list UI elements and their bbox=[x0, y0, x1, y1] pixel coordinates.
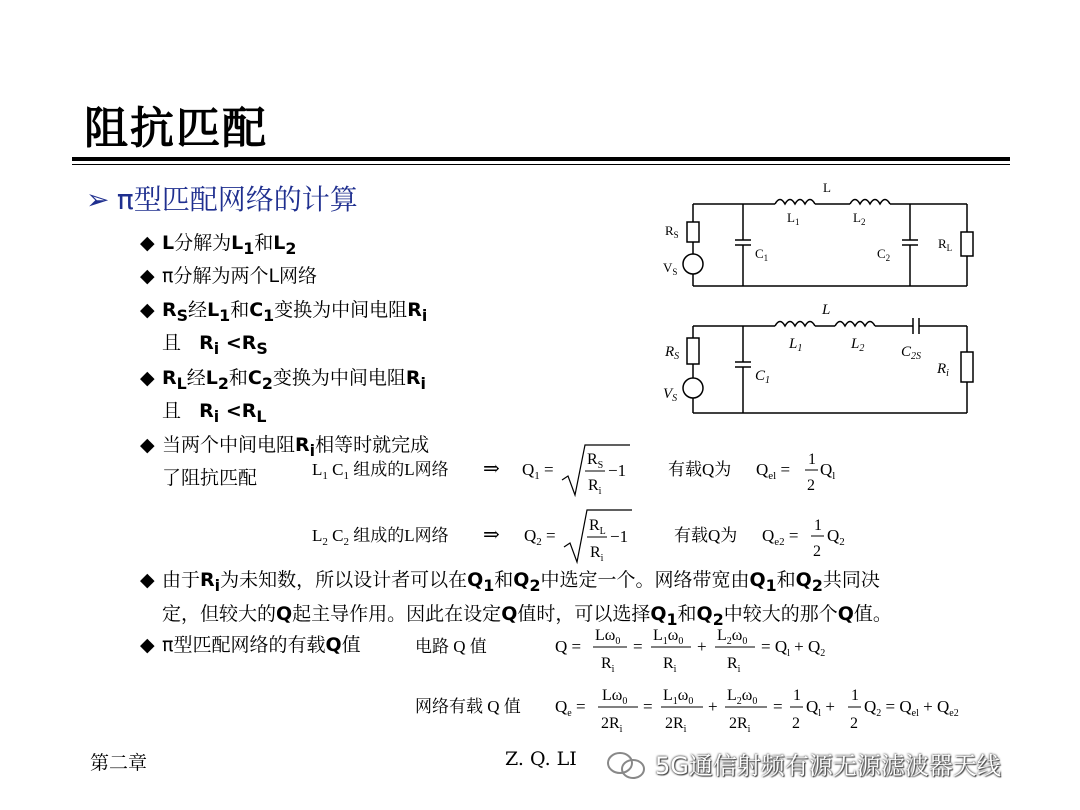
formula-2-q-end: $Q_2$ bbox=[827, 526, 845, 548]
implies-arrow-icon: ⇒ bbox=[483, 458, 500, 480]
formula-1-q-end: $Q_l$ bbox=[820, 460, 836, 482]
label-rs: $R_S$ bbox=[665, 223, 679, 240]
diamond-bullet-icon: ◆ bbox=[140, 367, 155, 389]
page-title: 阻抗匹配 bbox=[84, 103, 268, 154]
implies-arrow-icon: ⇒ bbox=[483, 524, 500, 546]
svg-text:Ri: $R_i$ bbox=[663, 655, 677, 675]
label-ri: $R_i$ bbox=[937, 361, 949, 379]
bullet-5-cont: 了阻抗匹配 bbox=[162, 467, 258, 489]
svg-text:Q =: Q = bbox=[555, 637, 582, 656]
label-l1: $L_1$ bbox=[789, 336, 803, 354]
label-l: L bbox=[823, 180, 831, 195]
loaded-q-heading: ◆ π型匹配网络的有载Q值 bbox=[140, 634, 361, 656]
formula-2-half-num: 1 bbox=[814, 517, 822, 534]
svg-text:Ri: $R_i$ bbox=[601, 655, 615, 675]
label-l2: $L_2$ bbox=[851, 336, 865, 354]
bullet-3-sub: 且 $R_i <R_S$ bbox=[162, 332, 268, 358]
inductor-l2 bbox=[835, 322, 875, 327]
svg-text:Lω0: $L\omega_0$ bbox=[595, 627, 621, 647]
bullet-3: ◆ $R_S$经$L_1$和$C_1$变换为中间电阻$R_i$ bbox=[140, 299, 428, 325]
formula-1-half-den: 2 bbox=[807, 477, 815, 494]
inductor-l1 bbox=[775, 200, 815, 205]
svg-text:2: 2 bbox=[792, 715, 800, 732]
formula-1-den: $R_i$ bbox=[588, 477, 602, 497]
label-rs: $R_S$ bbox=[665, 344, 680, 362]
label-l: L bbox=[822, 302, 831, 318]
formula-2-den: $R_i$ bbox=[590, 544, 604, 564]
bullet-4-sub: 且 $R_i <R_L$ bbox=[162, 400, 267, 426]
equivalent-circuit bbox=[655, 298, 985, 416]
section-heading bbox=[86, 178, 358, 218]
pi-network-circuit bbox=[655, 178, 985, 293]
circuit-q-formula bbox=[405, 620, 855, 678]
svg-text:1: 1 bbox=[851, 687, 859, 704]
bullet-1: ◆ L分解为$L_1$和$L_2$ bbox=[140, 232, 297, 258]
formula-1-q: $Q_1$ = bbox=[522, 460, 554, 482]
svg-text:1: 1 bbox=[793, 687, 801, 704]
voltage-source-vs bbox=[683, 254, 703, 274]
label-c2s: $C_{2S}$ bbox=[901, 344, 922, 362]
label-c1: $C_1$ bbox=[755, 246, 769, 263]
svg-text:2Ri: $2R_i$ bbox=[601, 715, 623, 735]
diamond-bullet-icon: ◆ bbox=[140, 299, 155, 321]
diamond-bullet-icon: ◆ bbox=[140, 569, 155, 591]
formula-1-label: $L_1$ $C_1$ 组成的L网络 bbox=[312, 460, 449, 482]
formula-1-half-num: 1 bbox=[808, 451, 816, 468]
formula-1-num: $R_S$ bbox=[587, 451, 604, 471]
svg-text:=: = bbox=[773, 697, 783, 716]
formula-2-qe: $Q_{e2}$ = bbox=[762, 526, 799, 548]
formula-1-qe: $Q_{el}$ = bbox=[756, 460, 791, 482]
formula-row-2 bbox=[300, 505, 860, 567]
label-l2: $L_2$ bbox=[853, 210, 866, 227]
svg-text:+: + bbox=[708, 697, 718, 716]
diamond-bullet-icon: ◆ bbox=[140, 634, 155, 656]
svg-text:2Ri: $2R_i$ bbox=[665, 715, 687, 735]
title-rule-thick bbox=[72, 157, 1010, 161]
label-l1: $L_1$ bbox=[787, 210, 800, 227]
diamond-bullet-icon: ◆ bbox=[140, 434, 155, 456]
section-heading-text: π型匹配网络的计算 bbox=[116, 183, 358, 216]
explanation-paragraph: ◆ 由于$R_i$为未知数，所以设计者可以在$Q_1$和$Q_2$中选定一个。网络带宽由$Q_1$和$Q_2$共同决 定，但较大的Q起主导作用。因此在设定Q值时，可以选择$Q_1$和$Q_2$中较大的那个Q值。 bbox=[140, 566, 1040, 634]
label-c1: $C_1$ bbox=[755, 368, 771, 386]
wechat-logo-icon bbox=[605, 748, 649, 786]
arrow-bullet-icon: ➢ bbox=[86, 183, 110, 216]
formula-2-q: $Q_2$ = bbox=[524, 526, 556, 548]
network-q-formula bbox=[405, 680, 1005, 740]
resistor-rs bbox=[687, 338, 699, 364]
footer-author: Z. Q. LI bbox=[505, 748, 577, 770]
svg-text:Lω0: $L\omega_0$ bbox=[602, 687, 628, 707]
voltage-source-vs bbox=[683, 378, 703, 398]
inductor-l1 bbox=[775, 322, 815, 327]
title-rule-thin bbox=[72, 164, 1010, 165]
formula-2-num: $R_L$ bbox=[589, 517, 606, 537]
diamond-bullet-icon: ◆ bbox=[140, 232, 155, 254]
label-vs: $V_S$ bbox=[663, 386, 678, 404]
svg-text:Ql +: $Q_l$ + bbox=[806, 697, 835, 719]
formula-1-minus: −1 bbox=[608, 461, 627, 480]
svg-text:2: 2 bbox=[850, 715, 858, 732]
formula-2-label: $L_2$ $C_2$ 组成的L网络 bbox=[312, 526, 449, 548]
svg-text:L2ω0: $L_2\omega_0$ bbox=[727, 687, 758, 707]
svg-text:L1ω0: $L_1\omega_0$ bbox=[653, 627, 684, 647]
diamond-bullet-icon: ◆ bbox=[140, 265, 155, 287]
bullet-2: ◆ π分解为两个L网络 bbox=[140, 265, 318, 287]
svg-text:Q2 = Qel + Qe2: $Q_2 = Q_{el} + Q_{e2}$ bbox=[864, 697, 959, 719]
formula-1-loaded: 有载Q为 bbox=[668, 460, 732, 479]
resistor-rl bbox=[961, 232, 973, 256]
formula-2-half-den: 2 bbox=[813, 543, 821, 560]
footer-chapter: 第二章 bbox=[90, 752, 148, 774]
formula-row-1 bbox=[300, 440, 860, 500]
svg-text:+: + bbox=[697, 637, 707, 656]
bullet-4: ◆ $R_L$经$L_2$和$C_2$变换为中间电阻$R_i$ bbox=[140, 367, 426, 393]
resistor-rs bbox=[687, 222, 699, 242]
resistor-ri bbox=[961, 352, 973, 382]
label-c2: $C_2$ bbox=[877, 246, 891, 263]
svg-text:=: = bbox=[643, 697, 653, 716]
watermark-text: 5G通信射频有源无源滤波器天线 bbox=[655, 752, 1001, 780]
inductor-l2 bbox=[850, 200, 890, 205]
svg-text:2Ri: $2R_i$ bbox=[729, 715, 751, 735]
formula-2-minus: −1 bbox=[610, 527, 629, 546]
formula-2-loaded: 有载Q为 bbox=[674, 526, 738, 545]
svg-text:= Ql + Q2: = $Q_l + Q_2$ bbox=[761, 637, 826, 659]
svg-text:Ri: $R_i$ bbox=[727, 655, 741, 675]
svg-text:=: = bbox=[633, 637, 643, 656]
circuit-q-label: 电路 Q 值 bbox=[415, 637, 487, 656]
svg-text:L1ω0: $L_1\omega_0$ bbox=[663, 687, 694, 707]
bullet-5: ◆ 当两个中间电阻$R_i$相等时就完成 bbox=[140, 434, 430, 460]
label-rl: $R_L$ bbox=[938, 236, 953, 253]
network-q-label: 网络有载 Q 值 bbox=[415, 697, 521, 716]
svg-text:Qe =: $Q_e$ = bbox=[555, 697, 586, 719]
label-vs: $V_S$ bbox=[663, 260, 678, 277]
svg-text:L2ω0: $L_2\omega_0$ bbox=[717, 627, 748, 647]
